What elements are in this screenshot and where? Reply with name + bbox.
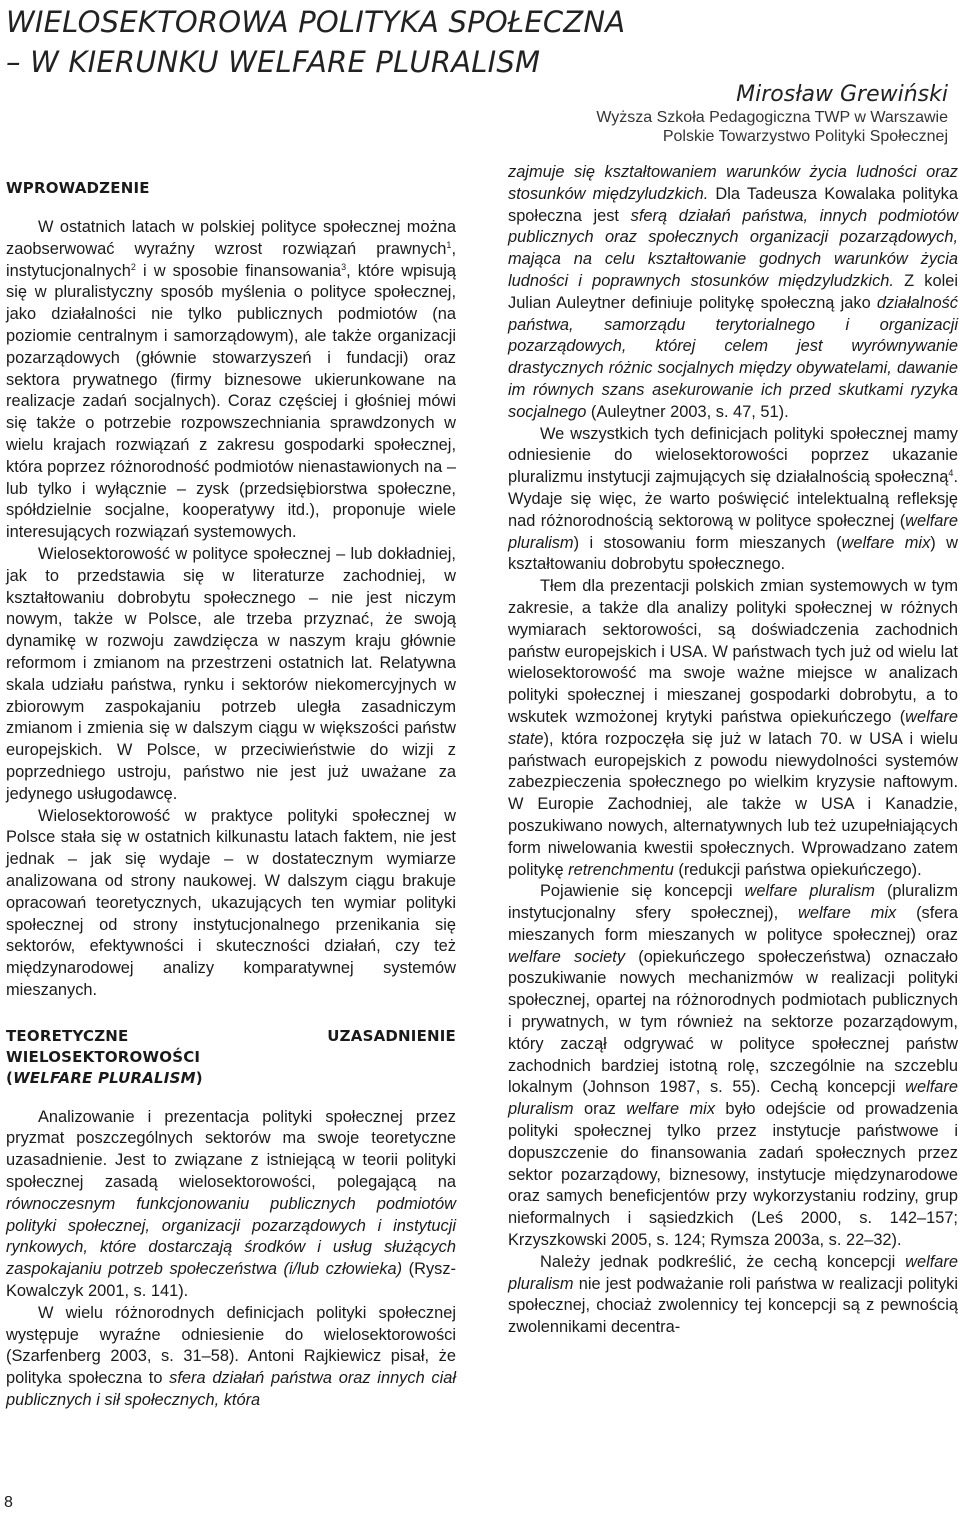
paragraph-left-4 xyxy=(6,1107,456,1303)
footnote-marker: 1 xyxy=(446,239,452,250)
section-heading-theory-open: ( xyxy=(6,1068,14,1087)
body-text: oraz xyxy=(573,1100,627,1119)
body-text: (sfera mieszanych form mieszanych w polityce społecznej) oraz xyxy=(508,904,958,944)
emphasis-text: welfare pluralism xyxy=(508,511,958,552)
footnote-marker: 2 xyxy=(130,261,136,272)
section-heading-theory-line-1: TEORETYCZNE UZASADNIENIE WIELOSEKTOROWOŚCI xyxy=(6,1026,456,1066)
author-affiliation-1: Wyższa Szkoła Pedagogiczna TWP w Warszawie xyxy=(596,109,948,126)
paragraph-right-4 xyxy=(508,881,958,1252)
body-text: nie jest podważanie roli państwa w realizacji polityki społecznej, chociaż zwolennicy tej koncepcji są z pewnością zwolennikami decentra- xyxy=(508,1274,958,1337)
body-text: Tłem dla prezentacji polskich zmian systemowych w tym zakresie, a także dla analizy polityki społecznej w różnych wymiarach sektorowości, są doświadczenia zachodnich państw europejskich i USA. W państwach tych już od wielu lat wielosektorowość ma swoje ważne miejsce w analizach polityki społecznej i mieszanej gospodarki dobrobytu, a to wskutek wzmożonej krytyki państwa opiekuńczego ( xyxy=(508,577,958,726)
article-title xyxy=(6,2,766,82)
page-number: 8 xyxy=(4,1494,13,1511)
paragraph-left-1 xyxy=(6,217,456,544)
emphasis-text: sfera działań państwa oraz innych ciał publicznych i sił społecznych, która xyxy=(6,1369,456,1410)
paragraph-right-3 xyxy=(508,576,958,881)
emphasis-text: welfare society xyxy=(508,947,626,966)
body-text: ) w kształtowaniu dobrobytu społecznego. xyxy=(508,533,958,574)
body-text: (opiekuńczego społeczeństwa) oznaczało poszukiwanie nowych mechanizmów w realizacji polityki społecznej, opartej na różnorodnych podmiotach publicznych i prywatnych, w tym również na sektorze pozarządowym, który zaczął odgrywać w polityce społecznej państw zachodnich bardziej istotną rolę, szczególnie na szczeblu lokalnym (Johnson 1987, s. 55). Cechą koncepcji xyxy=(508,947,959,1097)
section-heading-introduction: WPROWADZENIE xyxy=(6,179,150,197)
emphasis-text: sferą działań państwa, innych podmiotów publicznych oraz społecznych organizacji pozarządowych, mająca na celu kształtowanie godnych warunków życia ludności i poprawnych stosunków międzyludzkich. xyxy=(508,206,959,290)
left-column xyxy=(6,156,456,1412)
body-text: (pluralizm instytucjonalny sfery społecznej), xyxy=(508,882,959,923)
body-text: było odejście od prowadzenia polityki społecznej tylko przez instytucje państwowe i dopuszczenie do finansowania zadań społecznych przez sektor pozarządowy, biznesowy, instytucje międzynarodowe oraz samych beneficjentów przy wykorzystaniu rodziny, grup nieformalnych i sąsiedzkich (Leś 2000, s. 142–157; Krzyszkowski 2005, s. 124; Rymsza 2003a, s. 22–32). xyxy=(508,1100,958,1250)
emphasis-text: równoczesnym funkcjonowaniu publicznych podmiotów polityki społecznej, organizacji pozarządowych i instytucji rynkowych, które dostarczają środków i usług służących zaspokajaniu potrzeb społeczeństwa (i/lub człowieka) xyxy=(6,1194,456,1279)
body-text: , które wpisują się w pluralistyczny sposób myślenia o polityce społecznej, jako działalności nie tylko publicznych podmiotów (na poziomie centralnym i samorządowym), ale także organizacji pozarządowych (głównie stowarzyszeń i fundacji) oraz sektora prywatnego (firmy biznesowe ukierunkowane na realizacje zadań socjalnych). Coraz częściej i głośniej mówi się także o potrzebie rozpowszechniania sprawdzonych w wielu krajach rozwiązań z zakresu gospodarki społecznej, która poprzez różnorodność podmiotów nienastawionych na – lub tylko i wyłącznie – zysk (przedsiębiorstwa społeczne, spółdzielnie socjalne, kooperatywy itd.), proponuje wiele interesujących rozwiązań systemowych. xyxy=(6,261,457,542)
body-text: (redukcji państwa opiekuńczego). xyxy=(673,860,922,879)
body-text: Wielosektorowość w polityce społecznej – lub dokładniej, jak to przedstawia się w literaturze zachodniej, w kształtowaniu dobrobytu społecznego – nie jest niczym nowym, także w Polsce, ale trzeba przyznać, że swoją dynamikę w rozwoju zawdzięcza w naszym kraju głównie reformom i zmianom na przestrzeni ostatnich lat. Relatywna skala udziału państwa, rynku i sektorów niekomercyjnych w zbiorowym zaspokajaniu potrzeb uległa zasadniczym zmianom i zmienia się w dalszym ciągu w większości państw europejskich. W Polsce, w przeciwieństwie do wizji z poprzedniego ustroju, państwo nie jest już uważane za jedynego usługodawcę. xyxy=(6,544,456,803)
body-text: Wielosektorowość w praktyce polityki społecznej w Polsce stała się w ostatnich kilkunastu latach faktem, nie jest jednak – jak się wydaje – w dostatecznym wymiarze analizowana od strony naukowej. W dalszym ciągu brakuje opracowań teoretycznych, ukazujących ten wymiar polityki społecznej od strony instytucjonalnego przenikania się sektorów, efektywności i skuteczności działań, czy też międzynarodowej analizy komparatywnej systemów mieszanych. xyxy=(6,806,456,999)
section-heading-theory-italic: WELFARE PLURALISM xyxy=(13,1068,196,1087)
body-text: W wielu różnorodnych definicjach polityki społecznej występuje wyraźne odniesienie do wielosektorowości (Szarfenberg 2003, s. 31–58). Antoni Rajkiewicz pisał, że polityka społeczna to xyxy=(6,1303,456,1388)
emphasis-text: welfare mix xyxy=(841,533,931,552)
article-title-line-1: WIELOSEKTOROWA POLITYKA SPOŁECZNA xyxy=(6,5,626,39)
paragraph-right-1 xyxy=(508,162,958,424)
emphasis-text: welfare state xyxy=(508,707,958,748)
author-affiliation-2: Polskie Towarzystwo Polityki Społecznej xyxy=(662,128,948,145)
body-text: We wszystkich tych definicjach polityki społecznej mamy odniesienie do wielosektorowości poprzez ukazanie pluralizmu instytucji zajmujących się działalnością społeczną xyxy=(508,424,958,487)
paragraph-right-5 xyxy=(508,1252,958,1339)
body-text: Pojawienie się koncepcji xyxy=(540,882,745,901)
emphasis-text: działalność państwa, samorządu terytorialnego i organizacji pozarządowych, której celem jest wyrównywanie drastycznych różnic socjalnych między obywatelami, dawanie im równych szans asekurowanie ich przed skutkami ryzyka socjalnego xyxy=(508,293,958,421)
footnote-marker: 3 xyxy=(341,261,347,272)
paragraph-left-5 xyxy=(6,1303,456,1412)
footnote-marker: 4 xyxy=(948,468,954,479)
body-text: Z kolei Julian Auleytner definiuje politykę społeczną jako xyxy=(508,271,958,312)
section-heading-theory xyxy=(6,1026,456,1089)
body-text: Analizowanie i prezentacja polityki społecznej przez pryzmat poszczególnych sektorów ma swoje teoretyczne uzasadnienie. Jest to związane z istniejącą w teorii polityki społecznej zasadą wielosektorowości, polegającą na xyxy=(6,1107,456,1192)
emphasis-text: welfare pluralism xyxy=(508,1252,958,1293)
section-heading-theory-close: ) xyxy=(195,1068,203,1087)
body-text: ), która rozpoczęła się już w latach 70. w USA i wielu państwach europejskich z powodu niewydolności systemów zabezpieczenia społecznego po wielkim kryzysie naftowym. W Europie Zachodniej, ale także w USA i Kanadzie, poszukiwano nowych, alternatywnych lub też uzupełniających form niwelowania kwestii społecznych. Wprowadzano zatem politykę xyxy=(508,729,958,879)
body-text: Dla Tadeusza Kowalaka polityka społeczna jest xyxy=(508,184,958,225)
right-column xyxy=(508,162,958,1339)
body-text: W ostatnich latach w polskiej polityce społecznej można zaobserwować wyraźny wzrost rozwiązań prawnych xyxy=(6,218,456,258)
author-block xyxy=(596,82,948,146)
body-text: (Rysz-Kowalczyk 2001, s. 141). xyxy=(6,1260,456,1301)
body-text: , instytucjonalnych xyxy=(6,239,456,280)
emphasis-text: retrenchmentu xyxy=(568,860,674,879)
author-name: Mirosław Grewiński xyxy=(736,82,948,107)
paragraph-left-3 xyxy=(6,806,456,1002)
emphasis-text: welfare pluralism xyxy=(744,882,875,901)
article-title-line-2: – W KIERUNKU WELFARE PLURALISM xyxy=(6,45,541,79)
body-text: i w sposobie finansowania xyxy=(135,261,342,280)
body-text: ) i stosowaniu form mieszanych ( xyxy=(573,533,842,552)
emphasis-text: welfare mix xyxy=(798,904,897,923)
body-text: Należy jednak podkreślić, że cechą koncepcji xyxy=(540,1252,906,1271)
emphasis-text: welfare mix xyxy=(626,1100,716,1119)
body-text: (Auleytner 2003, s. 47, 51). xyxy=(586,402,789,421)
paragraph-left-2 xyxy=(6,544,456,806)
emphasis-text: welfare pluralism xyxy=(508,1078,958,1119)
body-text: . Wydaje się więc, że warto poświęcić intelektualną refleksję nad różnorodnością sektorową w polityce społecznej ( xyxy=(508,468,958,530)
paragraph-right-2 xyxy=(508,424,958,577)
emphasis-text: zajmuje się kształtowaniem warunków życia ludności oraz stosunków międzyludzkich. xyxy=(508,163,958,203)
